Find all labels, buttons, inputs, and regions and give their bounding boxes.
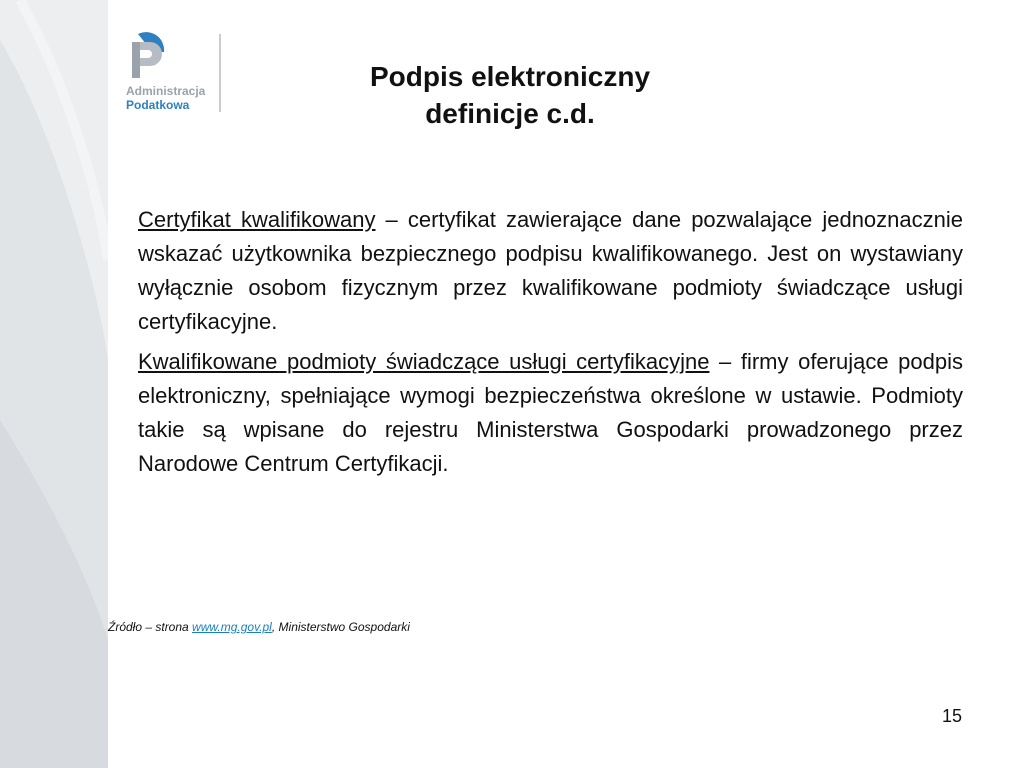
side-band-graphic bbox=[0, 0, 108, 768]
title-line2: definicje c.d. bbox=[425, 98, 595, 129]
slide-title bbox=[300, 58, 720, 132]
definition-paragraph bbox=[138, 203, 963, 339]
definition-term: Kwalifikowane podmioty świadczące usługi certyfikacyjne bbox=[138, 349, 710, 374]
source-note bbox=[108, 620, 410, 634]
logo-text-line2: Podatkowa bbox=[126, 98, 190, 112]
logo-text bbox=[126, 84, 205, 112]
source-suffix: , Ministerstwo Gospodarki bbox=[271, 620, 410, 634]
logo-text-line1: Administracja bbox=[126, 84, 206, 98]
definition-term: Certyfikat kwalifikowany bbox=[138, 207, 376, 232]
source-prefix: Źródło – strona bbox=[108, 620, 193, 634]
definition-paragraph bbox=[138, 345, 963, 481]
source-link[interactable]: www.mg.gov.pl bbox=[192, 620, 272, 634]
administracja-podatkowa-logo bbox=[122, 32, 232, 116]
definition-text: – certyfikat zawierające dane pozwalające jednoznacznie wskazać użytkownika bezpiecznego podpisu kwalifikowanego. Jest on wystawiany wyłącznie osobom fizycznym przez kwalifikowane podmioty świadczące usługi certyfikacyjne. bbox=[138, 207, 964, 334]
title-line1: Podpis elektroniczny bbox=[369, 61, 651, 92]
page-number: 15 bbox=[941, 706, 962, 726]
logo-emblem-icon bbox=[124, 32, 172, 82]
logo-divider bbox=[219, 34, 221, 112]
definition-text: – firmy oferujące podpis elektroniczny, spełniające wymogi bezpieczeństwa określone w ustawie. Podmioty takie są wpisane do rejestru Ministerstwa Gospodarki prowadzonego przez Narodowe Centrum Certyfikacji. bbox=[138, 349, 963, 476]
decorative-side-band bbox=[0, 0, 108, 768]
slide-body bbox=[138, 203, 963, 487]
